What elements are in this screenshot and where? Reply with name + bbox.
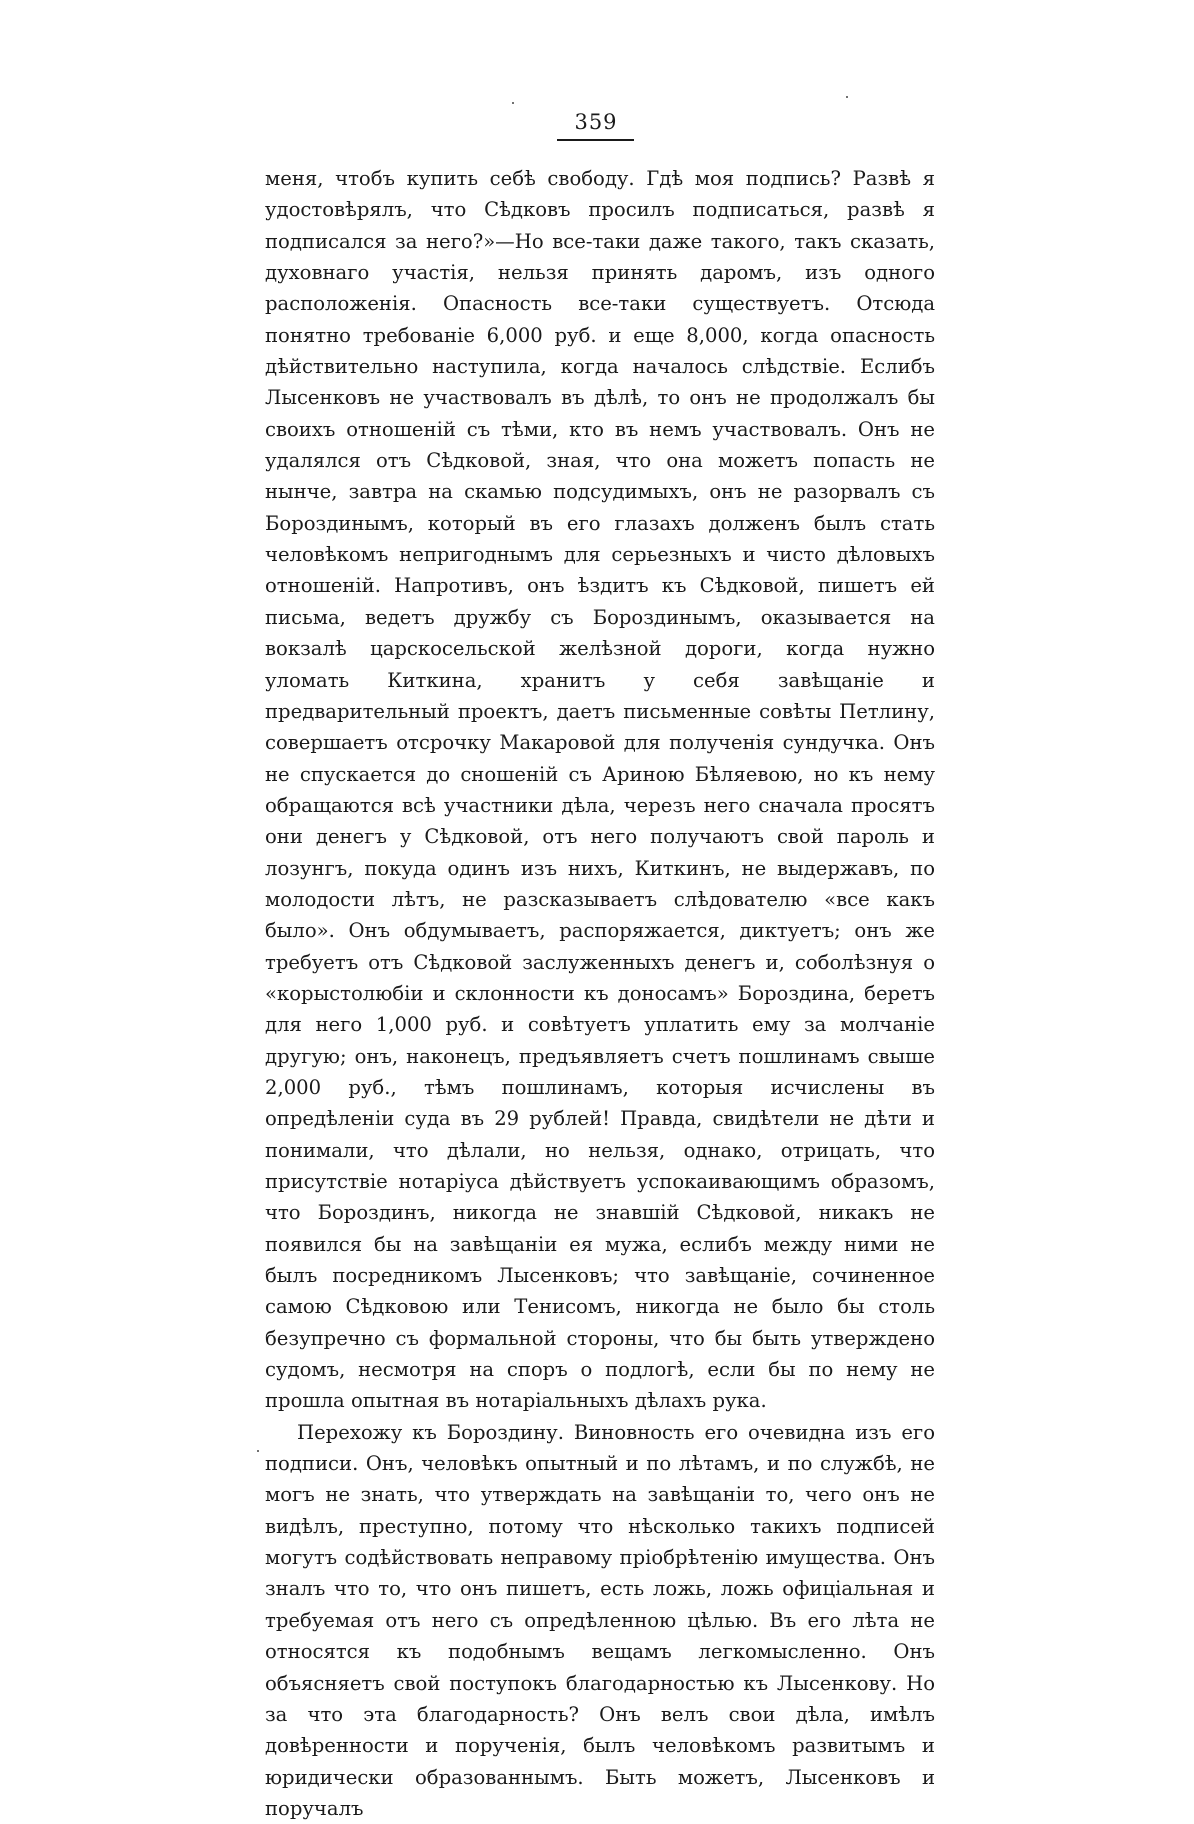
print-speck — [512, 102, 514, 104]
page-number-underline — [557, 139, 634, 141]
body-text — [265, 163, 935, 1824]
page-number: 359 — [574, 110, 618, 134]
print-speck — [257, 1450, 259, 1452]
print-speck — [846, 96, 848, 98]
paragraph-borozdin: Перехожу къ Бороздину. Виновность его очевидна изъ его подписи. Онъ, человѣкъ опытный и по лѣтамъ, и по службѣ, не могъ не знать, что утверждать на завѣщаніи то, чего онъ не видѣлъ, преступно, потому что нѣсколько такихъ подписей могутъ содѣйствовать неправому пріобрѣтенію имущества. Онъ зналъ что то, что онъ пишетъ, есть ложь, ложь офиціальная и требуемая отъ него съ опредѣленною цѣлью. Въ его лѣта не относятся къ подобнымъ вещамъ легкомысленно. Онъ объясняетъ свой поступокъ благодарностью къ Лысенкову. Но за что эта благодарность? Онъ велъ свои дѣла, имѣлъ довѣренности и порученія, былъ человѣкомъ развитымъ и юридически образованнымъ. Быть можетъ, Лысенковъ и поручалъ — [265, 1420, 935, 1820]
paragraph-continuation: меня, чтобъ купить себѣ свободу. Гдѣ моя подпись? Развѣ я удостовѣрялъ, что Сѣдковъ просилъ подписаться, развѣ я подписался за него?»—Но все-таки даже такого, такъ сказать, духовнаго участія, нельзя принять даромъ, изъ одного расположенія. Опасность все-таки существуетъ. Отсюда понятно требованіе 6,000 руб. и еще 8,000, когда опасность дѣйствительно наступила, когда началось слѣдствіе. Еслибъ Лысенковъ не участвовалъ въ дѣлѣ, то онъ не продолжалъ бы своихъ отношеній съ тѣми, кто въ немъ участвовалъ. Онъ не удалялся отъ Сѣдковой, зная, что она можетъ попасть не нынче, завтра на скамью подсудимыхъ, онъ не разорвалъ съ Бороздинымъ, который въ его глазахъ долженъ былъ стать человѣкомъ непригоднымъ для серьезныхъ и чисто дѣловыхъ отношеній. Напротивъ, онъ ѣздитъ къ Сѣдковой, пишетъ ей письма, ведетъ дружбу съ Бороздинымъ, оказывается на вокзалѣ царскосельской желѣзной дороги, когда нужно уломать Киткина, хранитъ у себя завѣщаніе и предварительный проектъ, даетъ письменные совѣты Петлину, совершаетъ отсрочку Макаровой для полученія сундучка. Онъ не спускается до сношеній съ Ариною Бѣляевою, но къ нему обращаются всѣ участники дѣла, черезъ него сначала просятъ они денегъ у Сѣдковой, отъ него получаютъ свой пароль и лозунгъ, покуда одинъ изъ нихъ, Киткинъ, не выдержавъ, по молодости лѣтъ, не разсказываетъ слѣдователю «все какъ было». Онъ обдумываетъ, распоряжается, диктуетъ; онъ же требуетъ отъ Сѣдковой заслуженныхъ денегъ и, соболѣзнуя о «корыстолюбіи и склонности къ доносамъ» Бороздина, беретъ для него 1,000 руб. и совѣтуетъ уплатить ему за молчаніе другую; онъ, наконецъ, предъявляетъ счетъ пошлинамъ свыше 2,000 руб., тѣмъ пошлинамъ, которыя исчислены въ опредѣленіи суда въ 29 рублей! Правда, свидѣтели не дѣти и понимали, что дѣлали, но нельзя, однако, отрицать, что присутствіе нотаріуса дѣйствуетъ успокаивающимъ образомъ, что Бороздинъ, никогда не знавшій Сѣдковой, никакъ не появился бы на завѣщаніи ея мужа, еслибъ между ними не былъ посредникомъ Лысенковъ; что завѣщаніе, сочиненное самою Сѣдковою или Тенисомъ, никогда не было бы столь безупречно съ формальной стороны, что бы быть утверждено судомъ, несмотря на споръ о подлогѣ, если бы по нему не прошла опытная въ нотаріальныхъ дѣлахъ рука. — [265, 167, 935, 1413]
